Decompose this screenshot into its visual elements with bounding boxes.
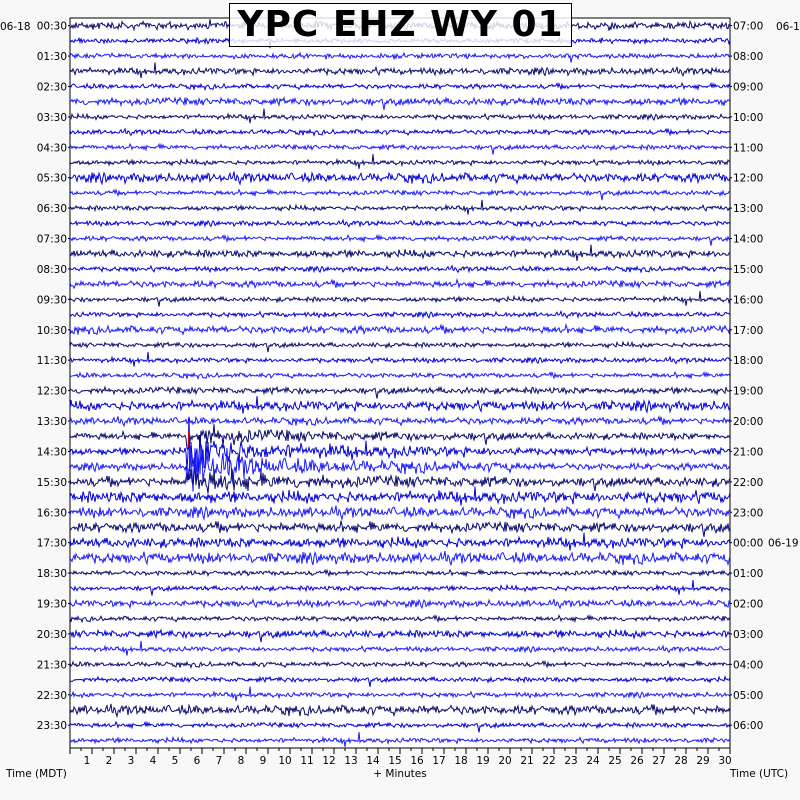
x-tick-label: 7	[215, 755, 223, 767]
x-tick-label: 19	[476, 755, 490, 767]
right-date-label: 06-1	[776, 21, 800, 33]
left-time-label: 08:30	[36, 263, 67, 276]
left-time-label: 13:30	[36, 416, 67, 429]
x-tick-label: 3	[127, 755, 135, 767]
left-time-label: 05:30	[36, 172, 67, 185]
left-time-label: 03:30	[36, 111, 67, 124]
left-time-label: 21:30	[36, 659, 67, 672]
right-time-label: 02:00	[733, 598, 764, 611]
right-time-label: 08:00	[733, 51, 764, 64]
left-date-label: 06-18	[0, 21, 31, 33]
x-tick-label: 27	[652, 755, 666, 767]
x-tick-label: 6	[193, 755, 201, 767]
left-time-label: 01:30	[36, 51, 67, 64]
left-time-label: 00:30	[36, 20, 67, 33]
chart-title: YPC EHZ WY 01	[237, 4, 564, 45]
right-axis-label: Time (UTC)	[730, 768, 789, 780]
left-time-label: 02:30	[36, 81, 67, 94]
right-time-label: 03:00	[733, 628, 764, 641]
right-time-label: 05:00	[733, 689, 764, 702]
right-time-label: 16:00	[733, 294, 764, 307]
left-time-label: 12:30	[36, 385, 67, 398]
x-tick-label: 29	[696, 755, 710, 767]
x-tick-label: 2	[105, 755, 113, 767]
x-axis-label: + Minutes	[373, 768, 427, 780]
right-time-label: 20:00	[733, 416, 764, 429]
left-time-label: 23:30	[36, 720, 67, 733]
x-tick-label: 22	[542, 755, 556, 767]
right-time-label: 13:00	[733, 203, 764, 216]
right-time-label: 12:00	[733, 172, 764, 185]
left-time-label: 14:30	[36, 446, 67, 459]
left-time-label: 11:30	[36, 355, 67, 368]
right-time-label: 18:00	[733, 355, 764, 368]
x-tick-label: 5	[171, 755, 179, 767]
x-tick-label: 21	[520, 755, 534, 767]
left-time-label: 04:30	[36, 142, 67, 155]
left-time-label: 10:30	[36, 324, 67, 337]
x-tick-label: 20	[498, 755, 512, 767]
x-tick-label: 9	[259, 755, 267, 767]
left-time-label: 20:30	[36, 628, 67, 641]
right-time-label: 10:00	[733, 111, 764, 124]
x-tick-label: 14	[366, 755, 380, 767]
x-tick-label: 26	[630, 755, 644, 767]
x-tick-label: 12	[322, 755, 336, 767]
x-tick-label: 17	[432, 755, 446, 767]
x-tick-label: 4	[149, 755, 157, 767]
right-time-label: 14:00	[733, 233, 764, 246]
x-tick-label: 16	[410, 755, 424, 767]
left-axis-label: Time (MDT)	[6, 768, 67, 780]
right-date-change: 06-19	[768, 537, 799, 550]
left-time-label: 16:30	[36, 507, 67, 520]
x-tick-label: 24	[586, 755, 600, 767]
x-tick-label: 10	[278, 755, 292, 767]
plot-area	[70, 18, 730, 748]
x-tick-label: 28	[674, 755, 688, 767]
right-time-label: 11:00	[733, 142, 764, 155]
x-tick-label: 18	[454, 755, 468, 767]
right-time-label: 22:00	[733, 476, 764, 489]
right-time-label: 04:00	[733, 659, 764, 672]
x-tick-label: 13	[344, 755, 358, 767]
left-time-label: 19:30	[36, 598, 67, 611]
x-tick-label: 11	[300, 755, 314, 767]
right-time-label: 01:00	[733, 568, 764, 581]
right-time-label: 21:00	[733, 446, 764, 459]
right-time-label: 19:00	[733, 385, 764, 398]
right-time-label: 17:00	[733, 324, 764, 337]
x-tick-label: 25	[608, 755, 622, 767]
left-time-label: 09:30	[36, 294, 67, 307]
x-tick-label: 23	[564, 755, 578, 767]
left-time-label: 07:30	[36, 233, 67, 246]
left-time-label: 22:30	[36, 689, 67, 702]
right-time-label: 00:00	[733, 537, 764, 550]
left-time-label: 06:30	[36, 203, 67, 216]
right-time-label: 07:00	[733, 20, 764, 33]
right-time-label: 06:00	[733, 720, 764, 733]
left-time-label: 18:30	[36, 568, 67, 581]
left-time-label: 15:30	[36, 476, 67, 489]
right-time-label: 15:00	[733, 263, 764, 276]
left-time-label: 17:30	[36, 537, 67, 550]
right-time-label: 23:00	[733, 507, 764, 520]
x-tick-label: 30	[718, 755, 732, 767]
right-time-label: 09:00	[733, 81, 764, 94]
x-tick-label: 15	[388, 755, 402, 767]
x-tick-label: 8	[237, 755, 245, 767]
chart-title-box	[229, 3, 572, 47]
x-tick-label: 1	[83, 755, 91, 767]
